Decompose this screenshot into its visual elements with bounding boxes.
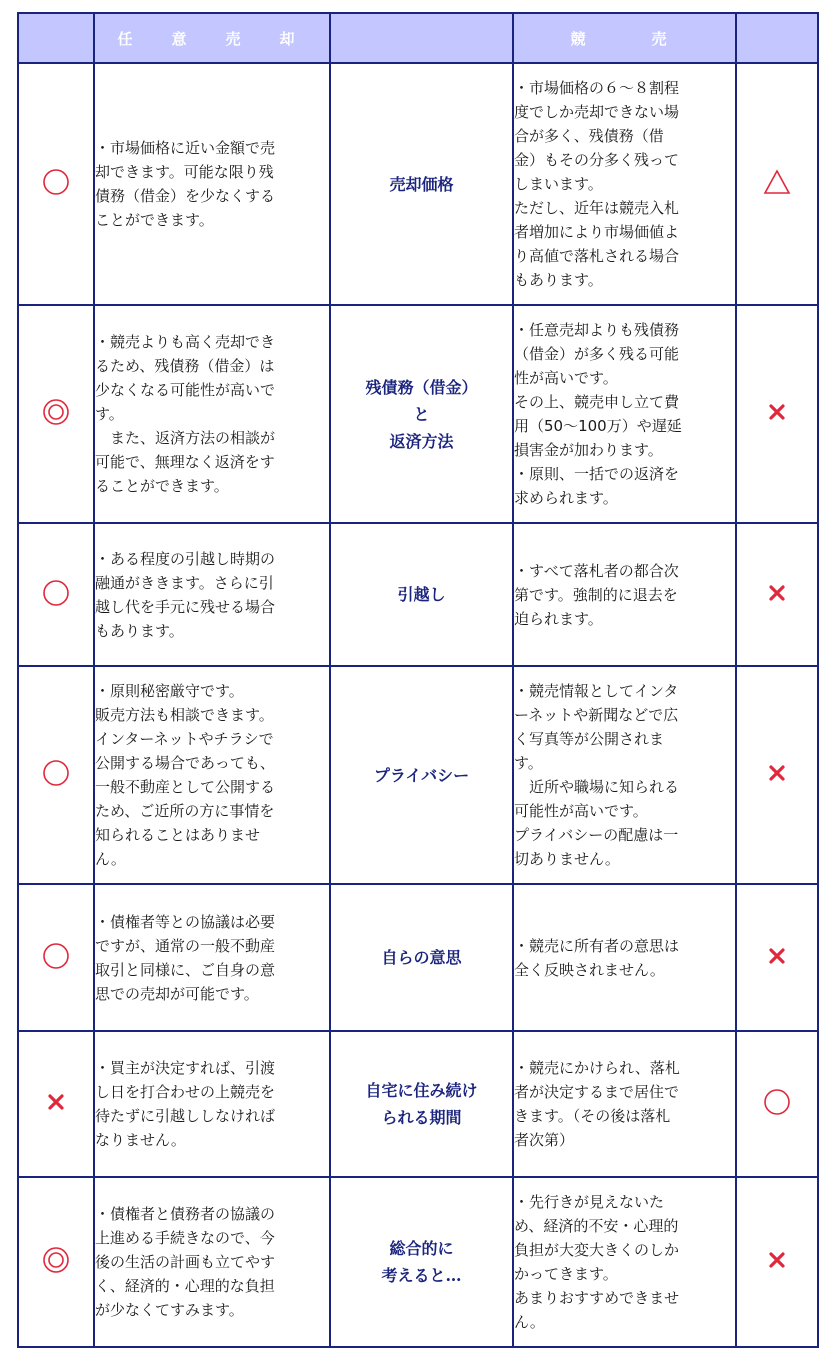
description-line: 知られることはありませ	[95, 826, 261, 844]
description-line: ん。	[95, 850, 126, 868]
table-row	[18, 63, 818, 305]
auction-mark	[767, 1255, 787, 1274]
description-line: く、経済的・心理的な負担	[95, 1277, 275, 1295]
circle-mark-icon	[41, 167, 71, 197]
description-line: 融通がききます。さらに引	[95, 573, 274, 592]
voluntary-sale-mark-cell	[18, 63, 94, 305]
double-circle-mark-icon	[41, 397, 71, 427]
description-line: 却できます。可能な限り残	[95, 163, 274, 181]
description-line: ことができます。	[95, 211, 214, 229]
description-line: す。	[514, 754, 543, 772]
description-line: す。	[95, 405, 124, 423]
circle-mark-icon	[41, 941, 71, 971]
header-voluntary-sale: 任 意 売 却	[94, 13, 330, 63]
description-line: 販売方法も相談できます。	[95, 706, 274, 724]
description-line: ーネットや新聞などで広	[514, 706, 679, 724]
triangle-mark-icon	[762, 167, 792, 197]
description-line: ・競売にかけられ、落札	[514, 1059, 680, 1077]
description-line: 公開する場合であっても、	[95, 754, 275, 772]
description-line: ・市場価格に近い金額で売	[95, 139, 276, 157]
description-line: ・市場価格の６～８割程	[514, 79, 680, 97]
item-label-line: られる期間	[381, 1108, 462, 1127]
circle-mark-icon	[762, 1087, 792, 1117]
description-line: ・原則、一括での返済を	[514, 465, 680, 483]
description-line: 思での売却が可能です。	[95, 984, 259, 1003]
description-line: 債務（借金）を少なくする	[95, 187, 276, 205]
cross-mark-icon	[767, 402, 787, 422]
description-line: ため、ご近所の方に事情を	[95, 802, 275, 820]
voluntary-sale-mark	[41, 1260, 71, 1279]
description-line: が少なくてすみます。	[95, 1301, 244, 1319]
item-label-line: 総合的に	[389, 1239, 454, 1258]
voluntary-sale-mark	[46, 1097, 66, 1116]
auction-mark-cell	[736, 1177, 818, 1347]
circle-mark-icon	[41, 578, 71, 608]
comparison-item-label	[330, 1031, 513, 1177]
item-label-line: 自らの意思	[381, 948, 462, 967]
description-line: 用（50～100万）や遅延	[514, 417, 682, 435]
header-left-mark-cell	[18, 13, 94, 63]
voluntary-sale-mark-cell	[18, 1177, 94, 1347]
comparison-item-label	[330, 666, 513, 884]
header-auction: 競 売	[513, 13, 736, 63]
description-line: あまりおすすめできませ	[514, 1289, 680, 1307]
double-circle-mark-icon	[41, 1245, 71, 1275]
description-line: 者次第）	[514, 1131, 575, 1149]
description-line: ですが、通常の一般不動産	[95, 936, 276, 955]
header-right-mark-cell	[736, 13, 818, 63]
description-line: ることができます。	[95, 477, 229, 495]
voluntary-sale-mark	[41, 956, 71, 975]
description-line: 迫られます。	[514, 609, 603, 628]
description-line: 近所や職場に知られる	[514, 778, 680, 796]
auction-mark-cell	[736, 305, 818, 523]
description-line: ・債権者等との協議は必要	[95, 912, 276, 931]
comparison-item-label	[330, 305, 513, 523]
description-line: 度でしか売却できない場	[514, 103, 680, 121]
description-line: もあります。	[95, 621, 184, 640]
description-line: 者増加により市場価値よ	[514, 223, 680, 241]
circle-mark-icon	[41, 758, 71, 788]
auction-description	[513, 666, 736, 884]
description-line: もあります。	[514, 271, 603, 289]
auction-mark	[767, 951, 787, 970]
header-row	[18, 13, 818, 63]
description-line: なりません。	[95, 1131, 186, 1149]
voluntary-sale-mark	[41, 593, 71, 612]
description-line: ・債権者と債務者の協議の	[95, 1205, 276, 1223]
item-label-line: 残債務（借金）	[365, 377, 478, 397]
description-line: 全く反映されません。	[514, 960, 665, 979]
comparison-item-label	[330, 63, 513, 305]
description-line: ん。	[514, 1313, 545, 1331]
description-line: 求められます。	[514, 489, 618, 507]
description-line: ただし、近年は競売入札	[514, 199, 680, 217]
description-line: 可能性が高いです。	[514, 802, 648, 820]
item-label-line: プライバシー	[373, 765, 470, 785]
cross-mark-icon	[767, 1250, 787, 1270]
description-line: 損害金が加わります。	[514, 441, 663, 459]
table-row	[18, 523, 818, 666]
auction-mark	[767, 768, 787, 787]
description-line: 少なくなる可能性が高いで	[95, 381, 276, 399]
description-line: 性が高いです。	[514, 369, 618, 387]
description-line: ・すべて落札者の都合次	[514, 561, 679, 580]
description-line: その上、競売申し立て費	[514, 393, 680, 411]
voluntary-sale-description	[94, 63, 330, 305]
item-label-line: 返済方法	[389, 431, 454, 451]
comparison-item-label	[330, 523, 513, 666]
table-row	[18, 1031, 818, 1177]
auction-description	[513, 305, 736, 523]
description-line: ・競売情報としてインタ	[514, 682, 679, 700]
auction-mark	[762, 1102, 792, 1121]
comparison-item-label	[330, 1177, 513, 1347]
auction-description	[513, 1177, 736, 1347]
cross-mark-icon	[767, 946, 787, 966]
item-label-line: 考えると…	[381, 1266, 462, 1285]
table-row	[18, 884, 818, 1031]
auction-mark	[767, 588, 787, 607]
description-line: 切ありません。	[514, 850, 620, 868]
voluntary-sale-description	[94, 1031, 330, 1177]
voluntary-sale-description	[94, 523, 330, 666]
voluntary-sale-description	[94, 884, 330, 1031]
description-line: るため、残債務（借金）は	[95, 357, 275, 375]
cross-mark-icon	[46, 1092, 66, 1112]
table-row	[18, 305, 818, 523]
description-line: 金）もその分多く残って	[514, 151, 680, 169]
description-line: きます。（その後は落札	[514, 1107, 671, 1125]
description-line: 合が多く、残債務（借	[514, 127, 664, 145]
description-line: 後の生活の計画も立てやす	[95, 1253, 276, 1271]
description-line: ・ある程度の引越し時期の	[95, 549, 276, 568]
auction-mark-cell	[736, 884, 818, 1031]
voluntary-sale-description	[94, 305, 330, 523]
description-line: り高値で落札される場合	[514, 247, 680, 265]
auction-mark	[762, 182, 792, 201]
description-line: ・原則秘密厳守です。	[95, 682, 244, 700]
auction-description	[513, 523, 736, 666]
cross-mark-icon	[767, 583, 787, 603]
description-line: 上進める手続きなので、今	[95, 1229, 275, 1247]
voluntary-sale-description	[94, 1177, 330, 1347]
table-row	[18, 1177, 818, 1347]
description-line: 負担が大変大きくのしか	[514, 1241, 680, 1259]
description-line: し日を打合わせの上競売を	[95, 1083, 276, 1101]
description-line: かってきます。	[514, 1265, 618, 1283]
auction-description	[513, 884, 736, 1031]
item-label-line: 自宅に住み続け	[365, 1081, 478, 1100]
voluntary-sale-mark-cell	[18, 666, 94, 884]
voluntary-sale-description	[94, 666, 330, 884]
auction-mark-cell	[736, 63, 818, 305]
voluntary-sale-mark	[41, 412, 71, 431]
voluntary-sale-mark-cell	[18, 305, 94, 523]
auction-description	[513, 1031, 736, 1177]
auction-mark	[767, 407, 787, 426]
description-line: 者が決定するまで居住で	[514, 1083, 680, 1101]
voluntary-sale-mark-cell	[18, 523, 94, 666]
description-line: く写真等が公開されま	[514, 730, 665, 748]
description-line: 第です。強制的に退去を	[514, 585, 678, 604]
auction-description	[513, 63, 736, 305]
cross-mark-icon	[767, 763, 787, 783]
table-row	[18, 666, 818, 884]
description-line: ・任意売却よりも残債務	[514, 321, 680, 339]
voluntary-sale-mark-cell	[18, 884, 94, 1031]
auction-mark-cell	[736, 523, 818, 666]
description-line: インターネットやチラシで	[95, 730, 274, 748]
item-label-line: 売却価格	[389, 174, 454, 194]
description-line: 取引と同様に、ご自身の意	[95, 960, 276, 979]
description-line: ・競売よりも高く売却でき	[95, 333, 276, 351]
item-label-line: と	[413, 404, 430, 424]
description-line: 可能で、無理なく返済をす	[95, 453, 275, 471]
header-item-cell	[330, 13, 513, 63]
description-line: ・買主が決定すれば、引渡	[95, 1059, 276, 1077]
voluntary-sale-mark-cell	[18, 1031, 94, 1177]
comparison-rows	[18, 63, 818, 1347]
comparison-table	[17, 12, 819, 1348]
description-line: 一般不動産として公開する	[95, 778, 276, 796]
comparison-item-label	[330, 884, 513, 1031]
description-line: 待たずに引越ししなければ	[95, 1107, 276, 1125]
voluntary-sale-mark	[41, 182, 71, 201]
description-line: ・先行きが見えないた	[514, 1193, 665, 1211]
description-line: しまいます。	[514, 175, 603, 193]
description-line: 越し代を手元に残せる場合	[95, 597, 276, 616]
auction-mark-cell	[736, 666, 818, 884]
description-line: プライバシーの配慮は一	[514, 826, 679, 844]
voluntary-sale-mark	[41, 773, 71, 792]
description-line: （借金）が多く残る可能	[514, 345, 680, 363]
description-line: ・競売に所有者の意思は	[514, 936, 680, 955]
description-line: め、経済的不安・心理的	[514, 1217, 679, 1235]
item-label-line: 引越し	[397, 585, 446, 604]
description-line: また、返済方法の相談が	[95, 429, 276, 447]
auction-mark-cell	[736, 1031, 818, 1177]
